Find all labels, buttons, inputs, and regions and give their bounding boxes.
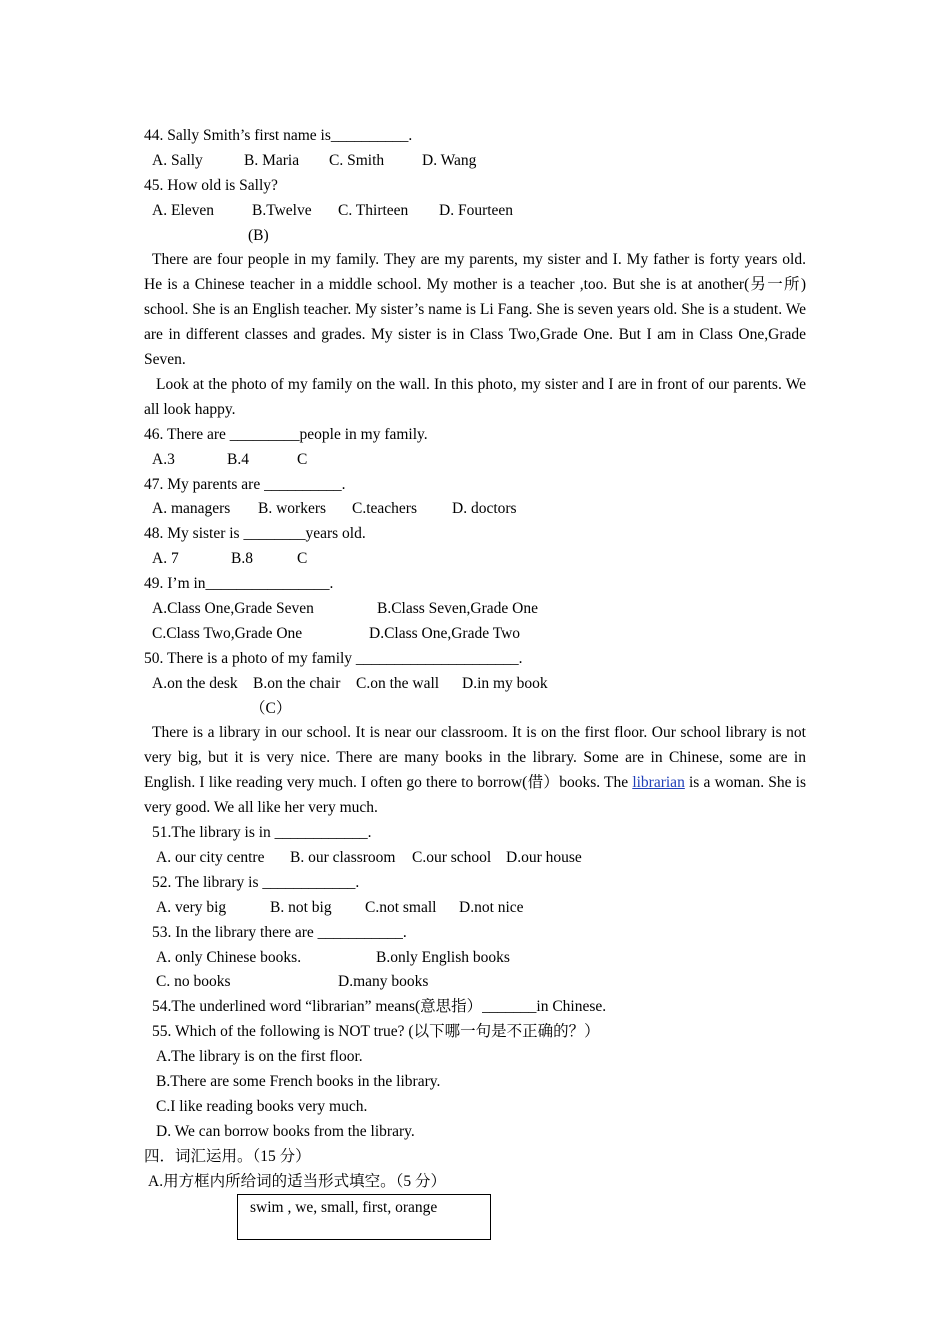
question-48: 48. My sister is ________years old. xyxy=(144,525,366,543)
question-48-options xyxy=(144,547,806,572)
question-55-option-a: A.The library is on the first floor. xyxy=(156,1048,363,1066)
option: C.not small xyxy=(365,898,437,916)
passage-c-paragraph xyxy=(144,721,806,821)
word-box xyxy=(237,1194,491,1240)
option: B.only English books xyxy=(376,948,510,966)
option: B. not big xyxy=(270,898,332,916)
option: B.Class Seven,Grade One xyxy=(377,600,538,618)
option: D. Fourteen xyxy=(439,201,514,219)
option: A. Sally xyxy=(152,151,203,169)
question-52: 52. The library is ____________. xyxy=(152,873,360,891)
section-c-label: （C） xyxy=(250,699,292,717)
option: C xyxy=(297,550,308,568)
section-4-part-a: A.用方框内所给词的适当形式填空。（5 分） xyxy=(148,1172,446,1190)
passage-b-paragraph-2 xyxy=(144,373,806,423)
option: B.4 xyxy=(227,450,249,468)
question-54: 54.The underlined word “librarian” means(意思指）_______in Chinese. xyxy=(152,998,607,1016)
question-53: 53. In the library there are ___________. xyxy=(152,923,407,941)
option: C.our school xyxy=(412,849,492,866)
option: C.on the wall xyxy=(356,674,440,692)
option: A. very big xyxy=(156,898,227,916)
question-44: 44. Sally Smith’s first name is__________. xyxy=(144,127,413,144)
section-b-label: (B) xyxy=(248,226,269,244)
option: A.3 xyxy=(152,450,175,468)
option: C.Class Two,Grade One xyxy=(152,624,303,642)
section-4-title: 四．词汇运用。（15 分） xyxy=(144,1147,311,1165)
option: A. Eleven xyxy=(152,201,214,219)
word-box-words: swim , we, small, first, orange xyxy=(250,1199,438,1216)
question-55: 55. Which of the following is NOT true? (以下哪一句是不正确的？） xyxy=(152,1023,600,1041)
question-49: 49. I’m in________________. xyxy=(144,575,334,593)
option: C. Smith xyxy=(329,151,385,169)
question-49-options-row-1 xyxy=(144,597,806,622)
option: B.on the chair xyxy=(253,674,341,692)
question-46-options xyxy=(144,448,806,473)
option: C xyxy=(297,450,308,468)
option: C.teachers xyxy=(352,500,417,518)
question-49-options-row-2 xyxy=(144,622,806,647)
question-47-options xyxy=(144,497,806,522)
passage-text: There are four people in my family. They are my parents, my sister and I. My father is forty years old. He is a Chinese teacher in a middle school. My mother is a teacher ,too. But she is at another(另一所) school. She is an English teacher. My sister’s name is Li Fang. She is seven years old. She is a student. We are in different classes and grades. My sister is in Class Two,Grade One. But I am in Class One,Grade Seven. xyxy=(144,251,806,369)
option: B.8 xyxy=(231,550,253,568)
question-52-options xyxy=(144,896,806,921)
question-53-options-row-2 xyxy=(144,970,806,995)
option: A. only Chinese books. xyxy=(156,948,302,966)
passage-text: There is a library in our school. It is near our classroom. It is on the first floor. Our school library is not very big, but it is very nice. There are many books in the library. Some are in Chinese, some are in English. I like reading very much. I often go there to borrow(借）books. The xyxy=(144,724,806,792)
question-55-option-d: D. We can borrow books from the library. xyxy=(156,1122,415,1140)
passage-text: is a woman. She is very good. We all like her very much. xyxy=(144,774,807,817)
option: C. no books xyxy=(156,973,231,991)
exam-page xyxy=(144,124,806,1194)
option: D. Wang xyxy=(422,151,477,169)
option: D.our house xyxy=(506,849,582,866)
question-55-option-c: C.I like reading books very much. xyxy=(156,1097,368,1115)
option: D.Class One,Grade Two xyxy=(369,624,521,642)
option: D.not nice xyxy=(459,898,524,916)
option: D. doctors xyxy=(452,500,517,518)
option: D.many books xyxy=(338,973,429,991)
option: A.Class One,Grade Seven xyxy=(152,600,314,618)
option: A. our city centre xyxy=(156,849,265,866)
passage-b-paragraph-1 xyxy=(144,248,806,373)
option: A. 7 xyxy=(152,550,179,568)
option: C. Thirteen xyxy=(338,201,409,219)
question-45: 45. How old is Sally? xyxy=(144,176,278,194)
question-50: 50. There is a photo of my family _____________________. xyxy=(144,649,523,667)
question-50-options xyxy=(144,672,806,697)
option: B.Twelve xyxy=(252,201,312,219)
option: B. our classroom xyxy=(290,849,396,866)
question-51: 51.The library is in ____________. xyxy=(152,824,372,842)
question-53-options-row-1 xyxy=(144,946,806,971)
option: A.on the desk xyxy=(152,674,238,692)
librarian-link[interactable]: librarian xyxy=(632,774,685,792)
question-45-options xyxy=(144,199,806,224)
option: B. workers xyxy=(258,500,327,518)
question-51-options xyxy=(144,846,806,871)
option: D.in my book xyxy=(462,674,548,692)
option: B. Maria xyxy=(244,151,300,169)
question-46: 46. There are _________people in my family. xyxy=(144,425,428,443)
question-44-options xyxy=(144,149,806,174)
option: A. managers xyxy=(152,500,231,518)
passage-text: Look at the photo of my family on the wall. In this photo, my sister and I are in front of our parents. We all look happy. xyxy=(144,375,806,418)
question-55-option-b: B.There are some French books in the library. xyxy=(156,1073,441,1091)
question-47: 47. My parents are __________. xyxy=(144,475,346,493)
